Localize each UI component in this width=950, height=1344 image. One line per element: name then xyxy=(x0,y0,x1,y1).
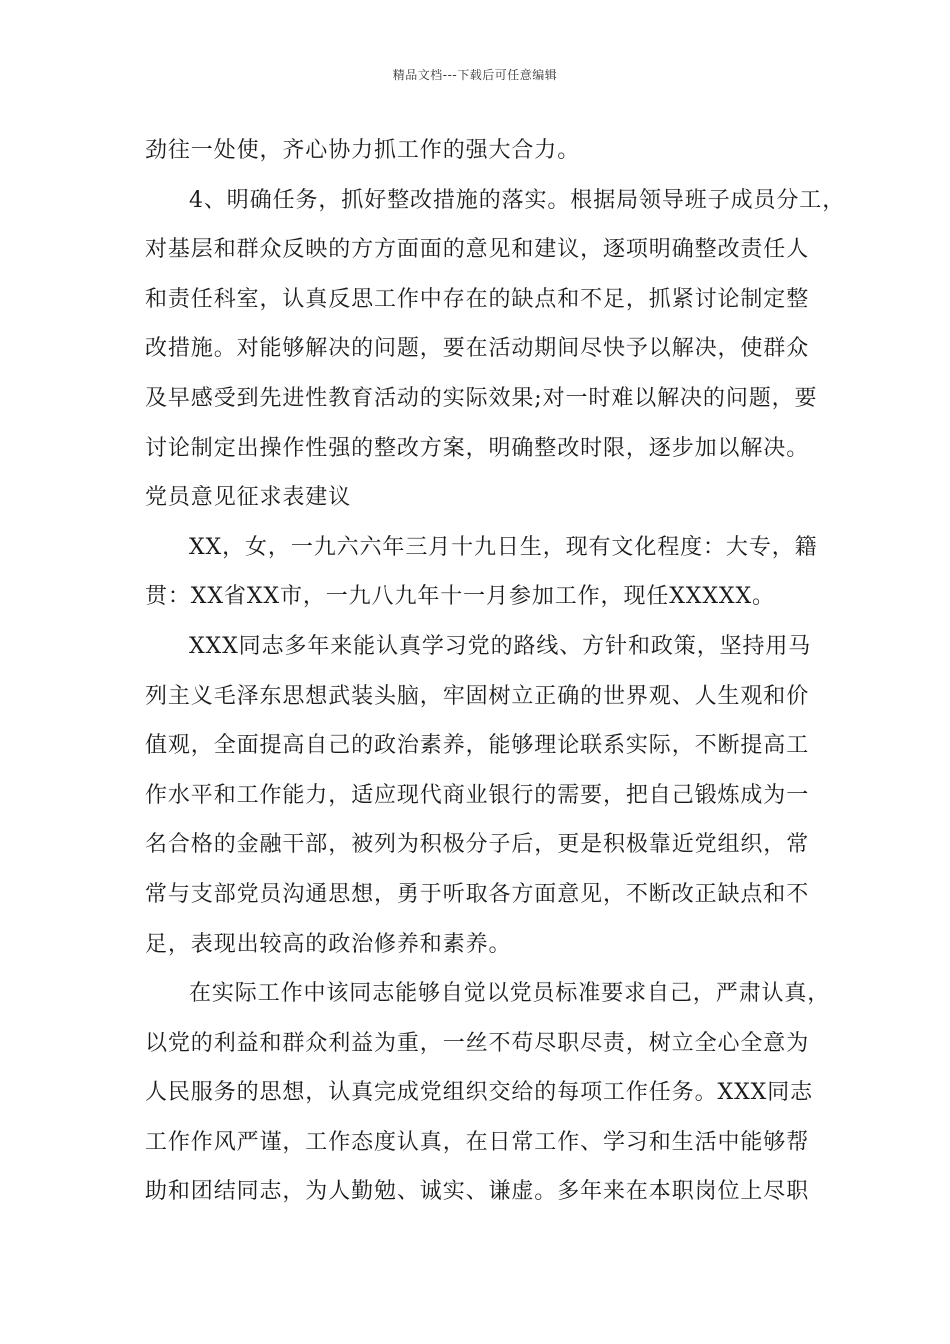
text-line: 人民服务的思想，认真完成党组织交给的每项工作任务。XXX同志 xyxy=(145,1080,813,1106)
text-line: 劲往一处使，齐心协力抓工作的强大合力。 xyxy=(145,138,581,163)
text-line: 常与支部党员沟通思想，勇于听取各方面意见，不断改正缺点和不 xyxy=(145,881,810,907)
text-line: 对基层和群众反映的方方面面的意见和建议，逐项明确整改责任人 xyxy=(145,237,810,263)
text-line: 列主义毛泽东思想武装头脑，牢固树立正确的世界观、人生观和价 xyxy=(145,683,810,709)
text-line: 作水平和工作能力，适应现代商业银行的需要，把自己锻炼成为一 xyxy=(145,782,810,808)
text-line: 名合格的金融干部，被列为积极分子后，更是积极靠近党组织，常 xyxy=(145,832,810,858)
document-body xyxy=(145,126,846,1217)
text-line: 助和团结同志，为人勤勉、诚实、谦虚。多年来在本职岗位上尽职 xyxy=(145,1179,810,1205)
text-line: 和责任科室，认真反思工作中存在的缺点和不足，抓紧讨论制定整 xyxy=(145,286,810,312)
text-line: 讨论制定出操作性强的整改方案，明确整改时限，逐步加以解决。 xyxy=(145,435,810,461)
text-line: 以党的利益和群众利益为重，一丝不苟尽职尽责，树立全心全意为 xyxy=(145,1030,810,1056)
page-header: 精品文档---下载后可任意编辑 xyxy=(392,68,558,82)
text-line: 4、明确任务，抓好整改措施的落实。根据局领导班子成员分工， xyxy=(189,187,846,213)
text-line: 贯：XX省XX市，一九八九年十一月参加工作，现任XXXXX。 xyxy=(145,584,775,610)
text-line: 足，表现出较高的政治修养和素养。 xyxy=(145,931,512,957)
text-line: XX，女，一九六六年三月十九日生，现有文化程度：大专，籍 xyxy=(189,534,818,560)
section-title: 党员意见征求表建议 xyxy=(145,485,352,511)
text-line: 在实际工作中该同志能够自觉以党员标准要求自己，严肃认真， xyxy=(189,981,831,1007)
text-line: 改措施。对能够解决的问题，要在活动期间尽快予以解决，使群众 xyxy=(145,336,810,362)
text-line: 工作作风严谨，工作态度认真，在日常工作、学习和生活中能够帮 xyxy=(145,1129,810,1155)
text-line: XXX同志多年来能认真学习党的路线、方针和政策，坚持用马 xyxy=(189,633,812,659)
text-line: 及早感受到先进性教育活动的实际效果;对一时难以解决的问题，要 xyxy=(145,385,818,411)
text-line: 值观，全面提高自己的政治素养，能够理论联系实际，不断提高工 xyxy=(145,733,810,759)
